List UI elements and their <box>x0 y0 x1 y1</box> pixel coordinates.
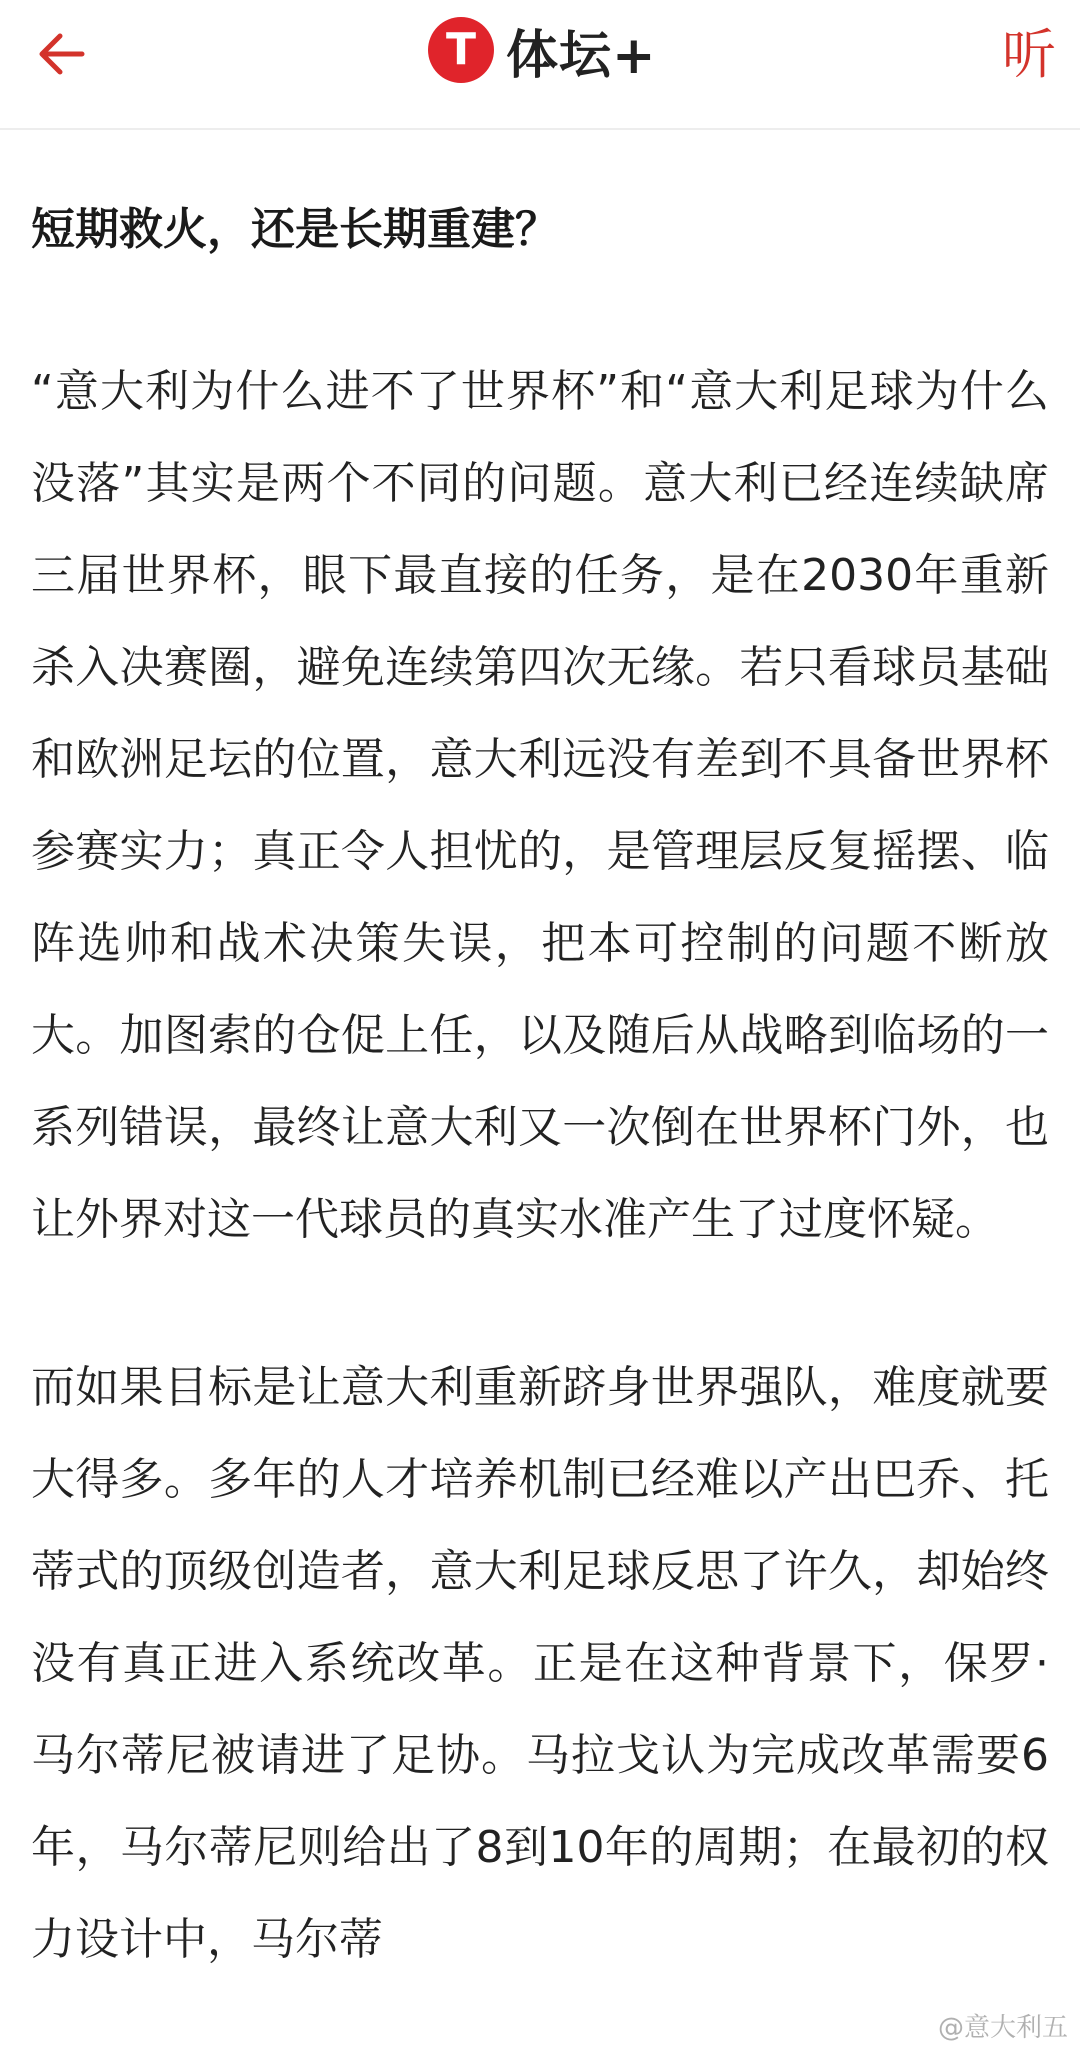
brand-name: 体坛+ <box>506 25 657 86</box>
titan-logo-icon: T <box>428 17 494 83</box>
article-paragraph: “意大利为什么进不了世界杯”和“意大利足球为什么没落”其实是两个不同的问题。意大利已经连续缺席三届世界杯，眼下最直接的任务，是在2030年重新杀入决赛圈，避免连续第四次无缘。若只看球员基础和欧洲足坛的位置，意大利远没有差到不具备世界杯参赛实力；真正令人担忧的，是管理层反复摇摆、临阵选帅和战术决策失误，把本可控制的问题不断放大。加图索的仓促上任，以及随后从战略到临场的一系列错误，最终让意大利又一次倒在世界杯门外，也让外界对这一代球员的真实水准产生了过度怀疑。 <box>31 366 1049 1245</box>
article-body <box>31 200 1049 1986</box>
arrow-left-icon <box>38 32 86 76</box>
back-button[interactable] <box>22 14 102 94</box>
section-title: 短期救火，还是长期重建？ <box>31 204 559 255</box>
brand <box>428 14 657 86</box>
top-bar <box>0 0 1080 130</box>
article-paragraph: 而如果目标是让意大利重新跻身世界强队，难度就要大得多。多年的人才培养机制已经难以产出巴乔、托蒂式的顶级创造者，意大利足球反思了许久，却始终没有真正进入系统改革。正是在这种背景下，保罗·马尔蒂尼被请进了足协。马拉戈认为完成改革需要6年，马尔蒂尼则给出了8到10年的周期；在最初的权力设计中，马尔蒂 <box>31 1362 1049 1965</box>
listen-button[interactable]: 听 <box>1002 22 1056 86</box>
watermark: @意大利五 <box>937 2013 1068 2043</box>
